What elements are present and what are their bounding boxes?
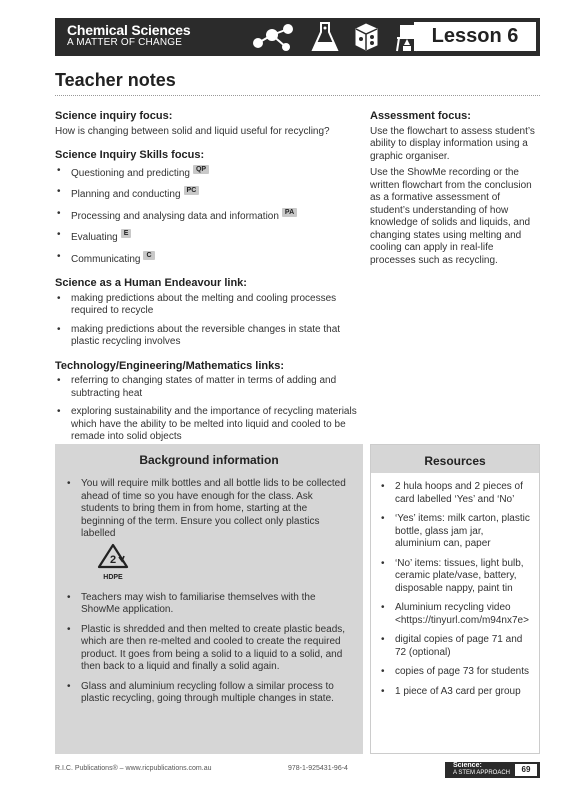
skill-tag: QP [193,165,209,174]
list-item: • referring to changing states of matter in terms of adding and subtracting heat [55,375,360,400]
resources-box [370,444,540,754]
tem-links-heading: Technology/Engineering/Mathematics links: [55,359,285,372]
skill-label: Processing and analysing data and information [71,210,279,222]
list-item: • 1 piece of A3 card per group [379,686,531,699]
list-item [55,208,360,224]
title-divider [55,95,540,96]
brand-subtitle: A MATTER OF CHANGE [67,37,183,48]
footer-series-title: Science: [453,762,482,769]
inquiry-focus-heading: Science inquiry focus: [55,110,173,122]
resources-heading: Resources [371,445,539,473]
brand [67,22,190,48]
assessment-paragraph: Use the flowchart to assess student’s ability to display information using a graphic organiser. [370,125,535,162]
skill-tag: PC [184,186,200,195]
list-item: • copies of page 73 for students [379,666,531,679]
list-item [55,251,360,267]
list-item [55,186,360,202]
skill-label: Questioning and predicting [71,167,190,179]
list-item: • 2 hula hoops and 2 pieces of card labelled ‘Yes’ and ‘No’ [379,481,531,506]
inquiry-focus-section [55,110,360,138]
recycle-symbol [95,543,131,585]
assessment-section [370,110,540,271]
dice-box-icon [350,21,382,53]
footer [55,762,540,776]
footer-publisher: R.I.C. Publications® – www.ricpublications.com.au [55,765,212,772]
human-endeavour-list [55,293,360,349]
list-item: • Teachers may wish to familiarise themselves with the ShowMe application. [65,592,353,617]
list-item: • making predictions about the reversible changes in state that plastic recycling involves [55,324,360,349]
assessment-heading: Assessment focus: [370,110,471,122]
skills-section [55,149,360,266]
recycle-triangle-icon [97,543,129,569]
list-item [65,478,353,585]
list-item: • digital copies of page 71 and 72 (optional) [379,634,531,659]
footer-series-subtitle: A STEM APPROACH [453,770,511,776]
list-item [55,229,360,245]
list-item: • ‘No’ items: tissues, light bulb, ceramic plate/vase, battery, disposable nappy, paint tin [379,558,531,596]
page-number: 69 [515,764,537,776]
page-title: Teacher notes [55,70,176,90]
flask-icon [310,21,340,53]
left-column [55,110,360,455]
skill-label: Planning and conducting [71,189,181,200]
list-item: • ‘Yes’ items: milk carton, plastic bottle, glass jam jar, aluminium can, paper [379,513,531,551]
skill-tag: C [143,251,154,260]
list-item: • Aluminium recycling video <https://tinyurl.com/m94nx7e> [379,602,531,627]
recycle-label: HDPE [103,574,123,581]
skill-tag: PA [282,208,297,217]
tem-links-section [55,360,360,444]
list-item: • Plastic is shredded and then melted to create plastic beads, which are then re-melted and cooled to create the required product. It goes from being a solid to a liquid to a solid, and then back to a liquid and finally a solid again. [65,624,353,674]
list-item: • Glass and aluminium recycling follow a similar process to plastic recycling, going through multiple changes in state. [65,681,353,706]
header-bar [55,18,540,56]
inquiry-focus-text: How is changing between solid and liquid useful for recycling? [55,125,330,137]
recycle-number: 2 [109,553,117,566]
human-endeavour-section [55,277,360,349]
skills-list [55,165,360,267]
tem-links-list [55,375,360,444]
background-info-box [55,444,363,754]
assessment-paragraph: Use the ShowMe recording or the written flowchart from the conclusion as a formative assessment of student’s understanding of how knowledge of solids and liquids, and changing states using melting and cooling can apply in real-life processes such as recycling. [370,167,532,266]
human-endeavour-heading: Science as a Human Endeavour link: [55,277,247,289]
background-item-text: You will require milk bottles and all bottle lids to be collected ahead of time so you have enough for the class. Ask students to bring them in from home, starting at the beginning of the term. Ensure you collect only plastics labelled [81,478,346,539]
list-item [55,165,360,181]
molecule-icon [250,21,300,53]
skill-label: Evaluating [71,232,118,243]
skill-label: Communicating [71,253,141,265]
resources-list [379,481,531,698]
list-item: • making predictions about the melting and cooling processes required to recycle [55,293,360,318]
brand-title: Chemical Sciences [67,22,191,38]
background-heading: Background information [139,453,279,467]
skill-tag: E [121,229,132,238]
lesson-label: Lesson 6 [414,22,536,51]
header-icons [250,20,422,54]
footer-isbn: 978-1-925431-96-4 [288,765,348,772]
footer-series-badge [445,762,540,778]
background-list [65,478,353,706]
skills-heading: Science Inquiry Skills focus: [55,149,205,161]
list-item: • exploring sustainability and the importance of recycling materials which have the ability to be melted into liquid and cooled to be remade into solid objects [55,406,360,444]
